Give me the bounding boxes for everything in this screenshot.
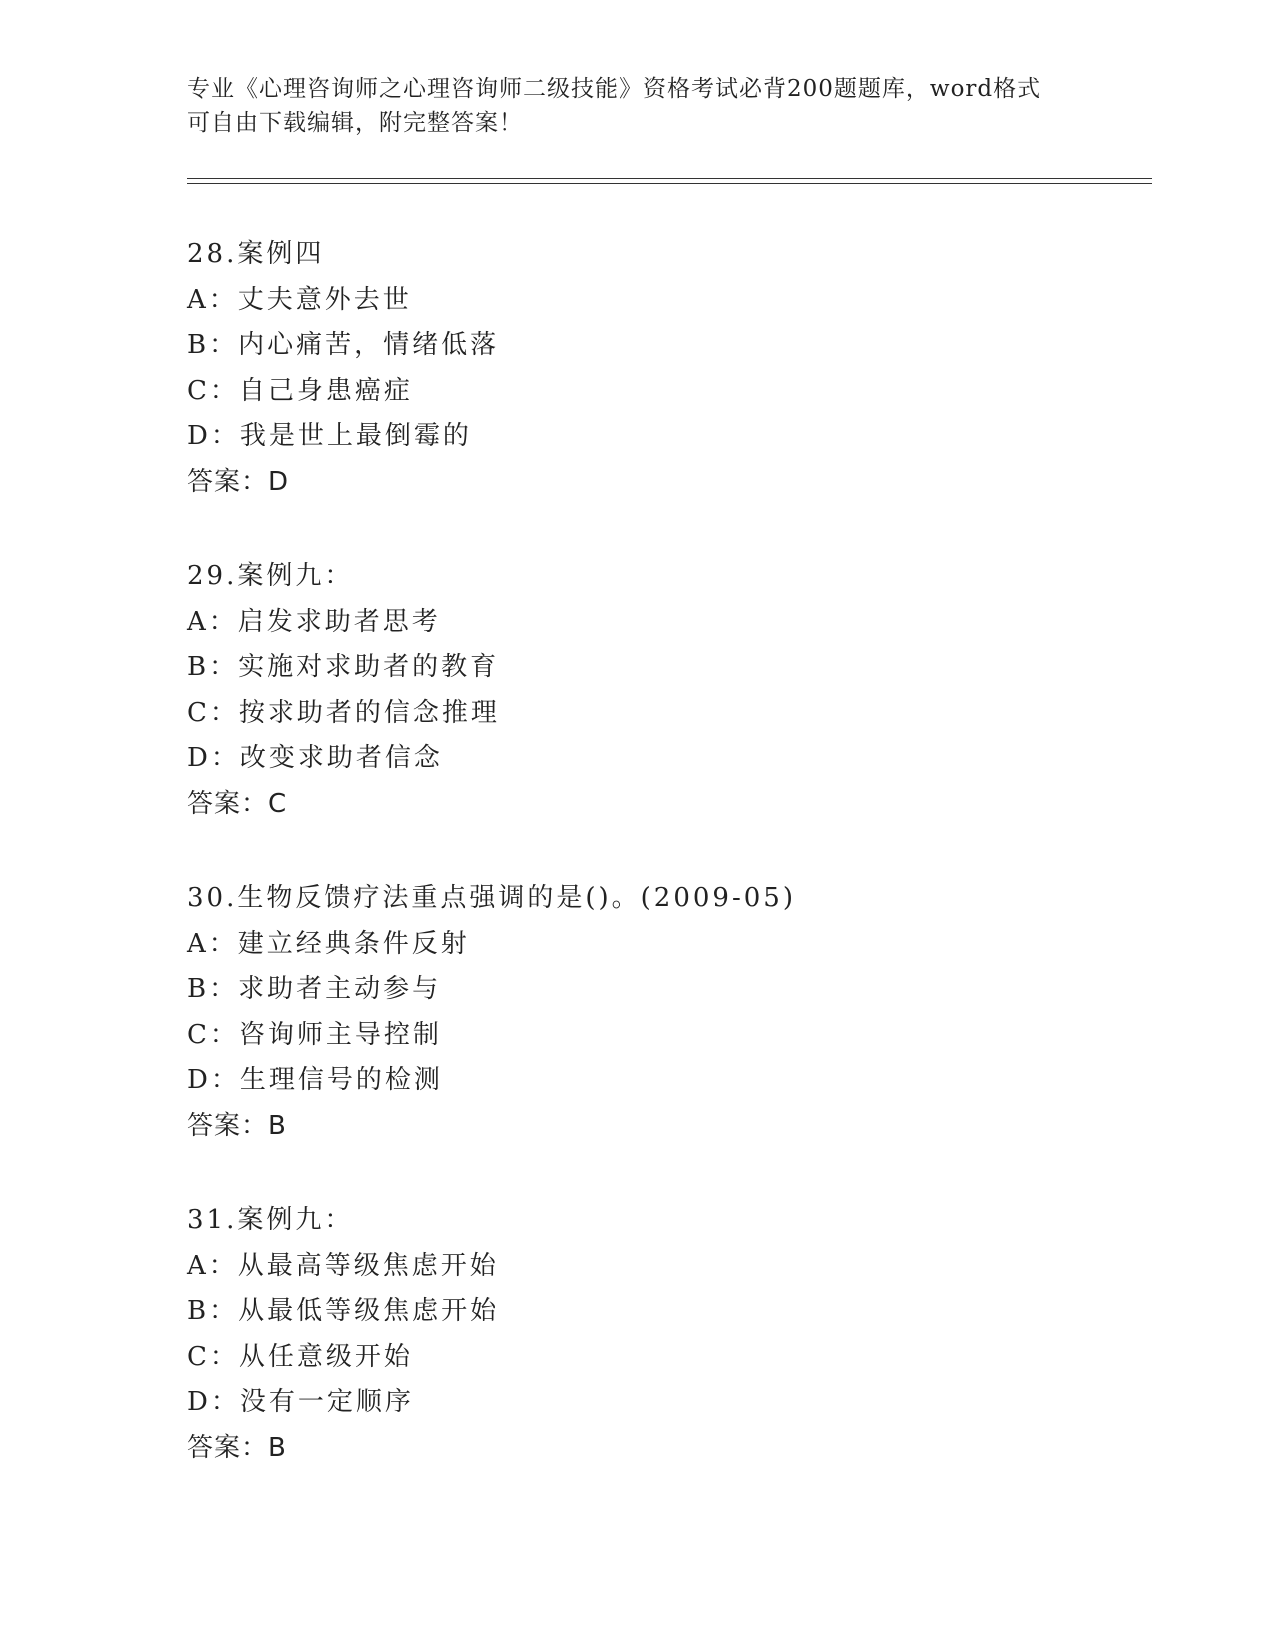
option-c: C：自己身患癌症 — [187, 375, 413, 406]
option-a: A：建立经典条件反射 — [187, 928, 470, 959]
answer-value: B — [268, 1432, 287, 1463]
question-stem: 29.案例九： — [187, 561, 354, 591]
answer-line — [187, 460, 1147, 506]
document-header — [187, 72, 1087, 140]
question-stem: 30.生物反馈疗法重点强调的是()。(2009-05) — [187, 883, 796, 913]
option-a: A：丈夫意外去世 — [187, 284, 412, 315]
option-a: A：启发求助者思考 — [187, 606, 441, 637]
option-b: B：实施对求助者的教育 — [187, 652, 500, 682]
header-divider-bottom — [187, 183, 1152, 184]
answer-label: 答案： — [187, 1110, 269, 1141]
option-b: B：从最低等级焦虑开始 — [187, 1296, 500, 1326]
option-a: A：从最高等级焦虑开始 — [187, 1250, 499, 1281]
answer-line — [187, 782, 1147, 828]
question-31 — [187, 1198, 1147, 1471]
answer-line — [187, 1426, 1147, 1472]
answer-label: 答案： — [187, 1432, 269, 1463]
option-d: D：改变求助者信念 — [187, 743, 443, 773]
option-c: C：按求助者的信念推理 — [187, 697, 500, 728]
option-d: D：生理信号的检测 — [187, 1065, 443, 1095]
question-28 — [187, 232, 1147, 505]
answer-line — [187, 1104, 1147, 1150]
answer-value: C — [268, 788, 288, 819]
answer-label: 答案： — [187, 466, 269, 497]
header-divider-top — [187, 178, 1152, 179]
option-b: B：内心痛苦，情绪低落 — [187, 330, 500, 360]
option-d: D：没有一定顺序 — [187, 1387, 414, 1417]
option-b: B：求助者主动参与 — [187, 974, 442, 1004]
answer-label: 答案： — [187, 788, 269, 819]
option-c: C：从任意级开始 — [187, 1341, 413, 1372]
answer-value: B — [268, 1110, 287, 1141]
option-d: D：我是世上最倒霉的 — [187, 421, 472, 451]
header-line-1: 专业《心理咨询师之心理咨询师二级技能》资格考试必背200题题库，word格式 — [187, 76, 1042, 102]
answer-value: D — [268, 466, 290, 497]
header-line-2: 可自由下载编辑，附完整答案！ — [187, 110, 523, 136]
question-stem: 31.案例九： — [187, 1205, 354, 1235]
option-c: C：咨询师主导控制 — [187, 1019, 442, 1050]
question-29 — [187, 554, 1147, 827]
question-stem: 28.案例四 — [187, 239, 325, 269]
question-30 — [187, 876, 1147, 1149]
